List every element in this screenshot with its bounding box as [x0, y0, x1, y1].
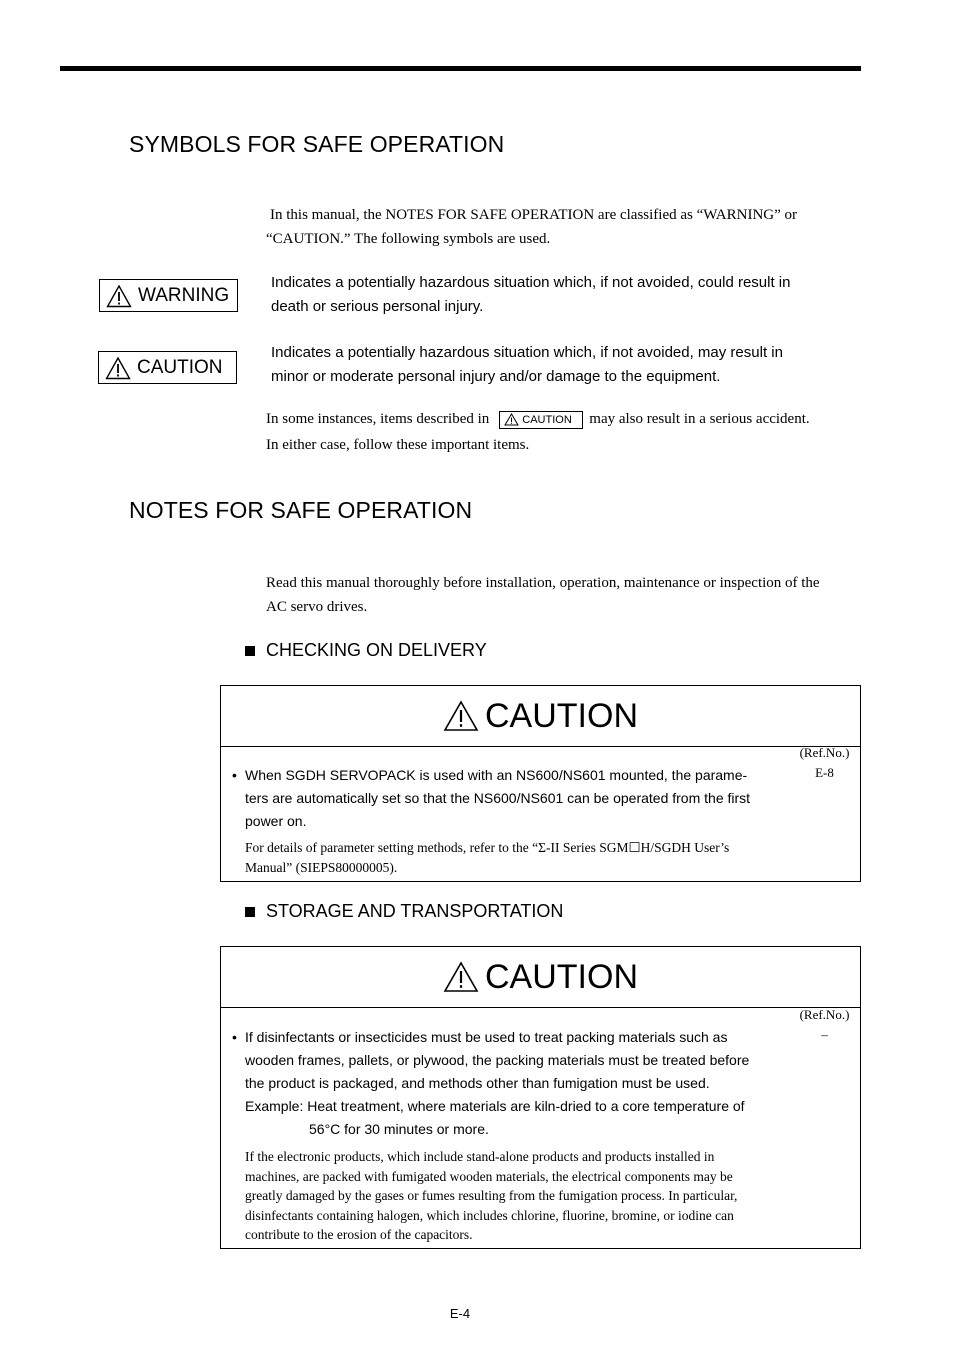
checking-caution-title: CAUTION: [485, 696, 638, 735]
storage-heading-text: STORAGE AND TRANSPORTATION: [266, 901, 564, 921]
symbols-intro: [266, 203, 866, 251]
storage-caution-title: CAUTION: [485, 957, 638, 996]
storage-note-line3: greatly damaged by the gases or fumes resulting from the fumigation process. In particular,: [245, 1188, 738, 1203]
bullet-dot: •: [232, 767, 237, 783]
storage-note-line5: contribute to the erosion of the capacitors.: [245, 1227, 473, 1242]
notes-intro-line2: AC servo drives.: [266, 599, 368, 615]
checking-heading: [245, 640, 487, 661]
bullet-dot: •: [232, 1029, 237, 1045]
symbols-intro-line1: In this manual, the NOTES FOR SAFE OPERATION are classified as “WARNING” or: [270, 207, 798, 223]
inline-caution-label: CAUTION: [522, 413, 572, 426]
checking-ref-label: (Ref.No.): [799, 745, 850, 760]
square-bullet-icon: [245, 907, 255, 917]
checking-line1: When SGDH SERVOPACK is used with an NS600/NS601 mounted, the parame-: [245, 767, 748, 783]
notes-intro-line1: Read this manual thoroughly before installation, operation, maintenance or inspection of the: [266, 575, 820, 591]
checking-note: [232, 838, 777, 877]
storage-note-line1: If the electronic products, which include stand-alone products and products installed in: [245, 1149, 715, 1164]
instances-before-text: In some instances, items described in: [266, 411, 490, 427]
notes-section-title: NOTES FOR SAFE OPERATION: [129, 497, 473, 523]
storage-ref-value: –: [821, 1027, 828, 1042]
warning-triangle-icon: [106, 284, 132, 308]
instances-paragraph: [266, 406, 866, 458]
caution-triangle-icon: [105, 356, 131, 380]
checking-heading-text: CHECKING ON DELIVERY: [266, 640, 487, 660]
caution-symbol-label: CAUTION: [137, 356, 223, 378]
storage-note-line2: machines, are packed with fumigated wooden materials, the electrical components may be: [245, 1168, 733, 1184]
storage-line4: Example: Heat treatment, where materials are kiln-dried to a core temperature of: [245, 1098, 745, 1114]
inline-caution-badge: [499, 411, 583, 429]
warning-description-line2: death or serious personal injury.: [271, 298, 484, 315]
checking-bullet-item: [232, 764, 777, 877]
storage-caution-header: [221, 947, 860, 1008]
symbols-section-title: SYMBOLS FOR SAFE OPERATION: [129, 131, 505, 157]
checking-caution-box: [220, 685, 861, 882]
checking-note-line1: For details of parameter setting methods, refer to the “Σ-II Series SGM☐H/SGDH User’s: [245, 840, 730, 855]
page-number: E-4: [449, 1306, 471, 1321]
symbols-intro-line2: “CAUTION.” The following symbols are used.: [266, 231, 551, 247]
checking-line3: power on.: [245, 813, 307, 829]
storage-line3: the product is packaged, and methods other than fumigation must be used.: [245, 1075, 710, 1091]
caution-symbol: [98, 351, 237, 384]
storage-line2: wooden frames, pallets, or plywood, the packing materials must be treated before: [245, 1052, 750, 1068]
instances-line2: In either case, follow these important items.: [266, 437, 530, 453]
storage-caution-box: [220, 946, 861, 1249]
checking-caution-header: [221, 686, 860, 747]
inline-caution-icon: [504, 413, 519, 426]
caution-triangle-icon: [443, 700, 479, 732]
warning-description: [271, 271, 861, 319]
storage-note-line4: disinfectants containing halogen, which includes chlorine, fluorine, bromine, or iodine can: [245, 1207, 734, 1223]
checking-ref: [792, 743, 857, 783]
storage-note: [232, 1147, 782, 1245]
warning-symbol: [99, 279, 238, 312]
caution-description-line2: minor or moderate personal injury and/or damage to the equipment.: [271, 368, 721, 385]
top-rule: [60, 66, 861, 71]
caution-description: [271, 341, 861, 389]
storage-bullet-text: [232, 1026, 782, 1141]
checking-ref-value: E-8: [815, 765, 834, 780]
storage-bullet-item: [232, 1026, 782, 1245]
warning-symbol-label: WARNING: [138, 284, 230, 306]
instances-line1: [266, 406, 866, 432]
warning-description-line1: Indicates a potentially hazardous situation which, if not avoided, could result in: [271, 274, 791, 291]
notes-intro: [266, 571, 866, 619]
square-bullet-icon: [245, 646, 255, 656]
storage-line1: If disinfectants or insecticides must be used to treat packing materials such as: [245, 1029, 728, 1045]
checking-note-line2: Manual” (SIEPS80000005).: [245, 859, 398, 875]
checking-line2: ters are automatically set so that the NS600/NS601 can be operated from the first: [245, 790, 751, 806]
storage-ref-label: (Ref.No.): [799, 1007, 850, 1022]
storage-ref: [792, 1005, 857, 1045]
instances-after-text: may also result in a serious accident.: [589, 411, 810, 427]
checking-bullet-text: [232, 764, 777, 833]
storage-line5: 56°C for 30 minutes or more.: [309, 1121, 489, 1137]
caution-triangle-icon: [443, 961, 479, 993]
caution-description-line1: Indicates a potentially hazardous situation which, if not avoided, may result in: [271, 344, 783, 361]
storage-heading: [245, 901, 563, 922]
